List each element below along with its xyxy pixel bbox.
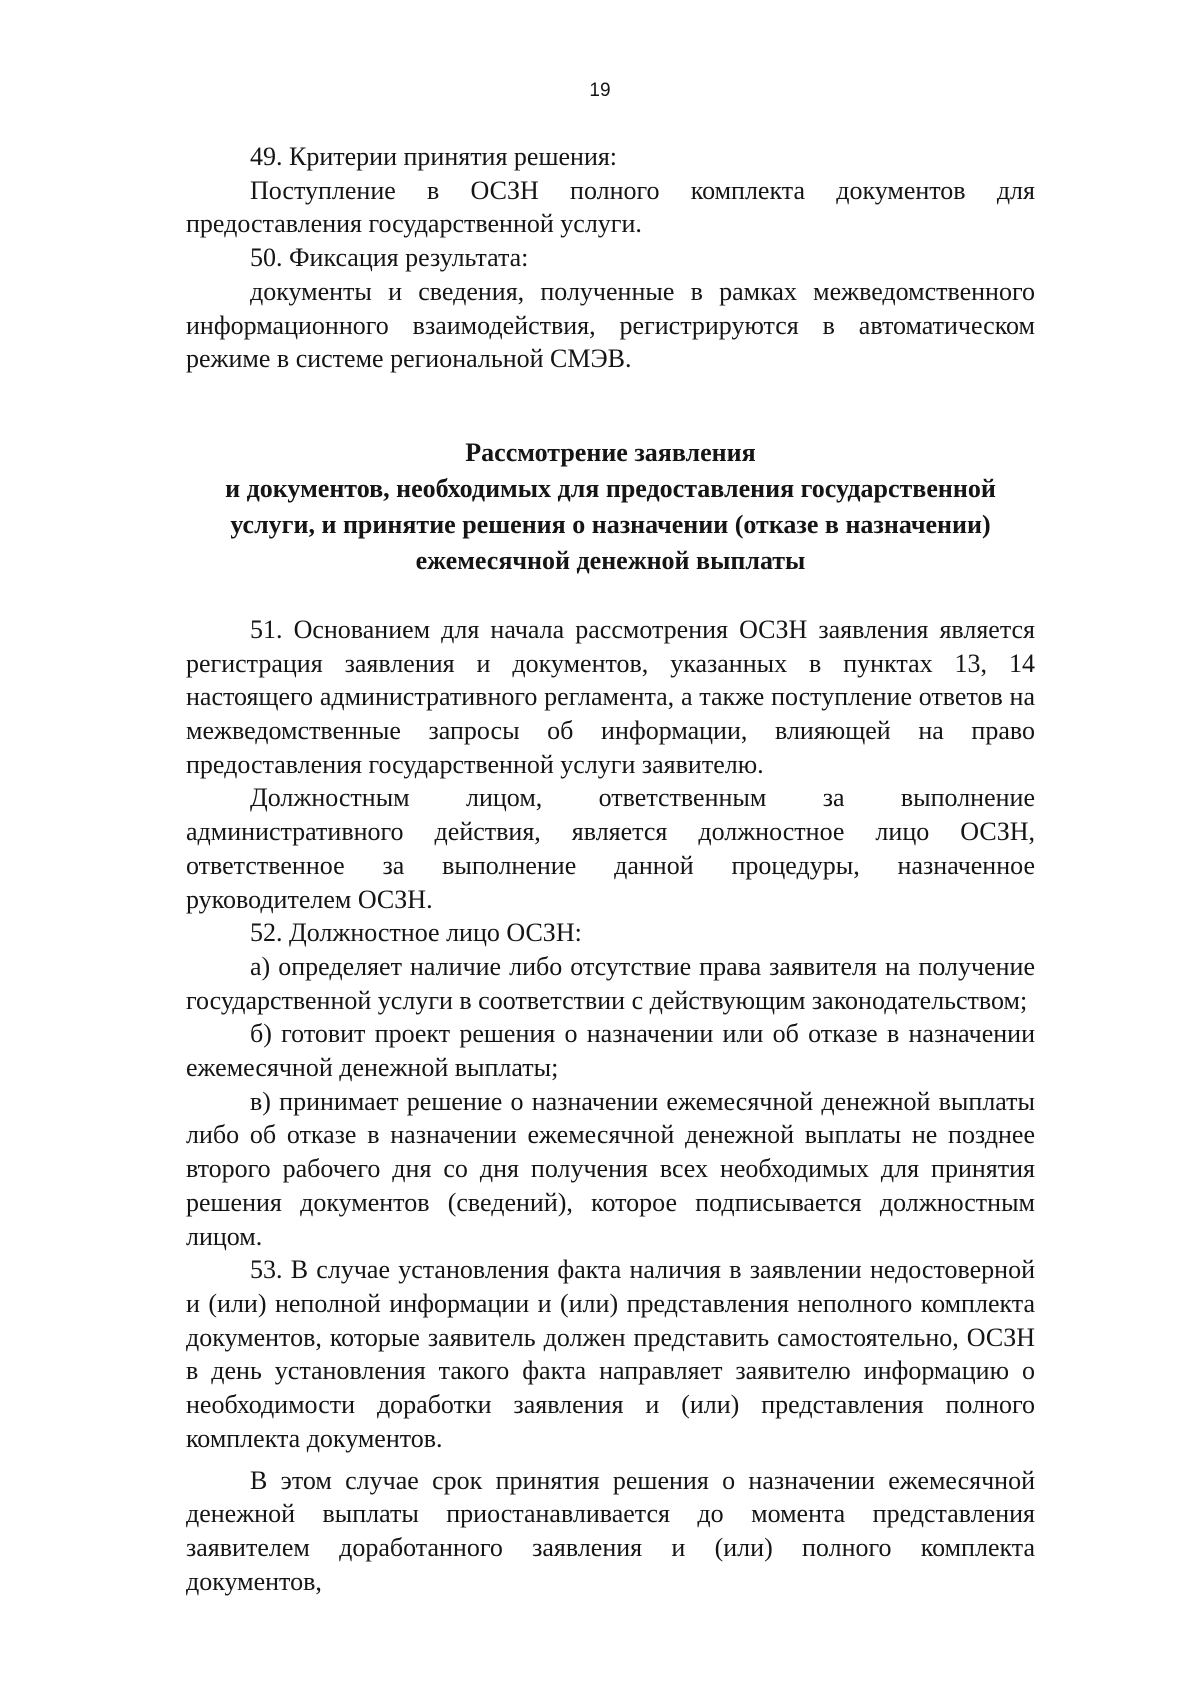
section-heading	[186, 376, 1035, 613]
section-heading-line: и документов, необходимых для предоставления государственной	[225, 473, 996, 503]
paragraph-52-a: а) определяет наличие либо отсутствие права заявителя на получение государственной услуги в соответствии с действующим законодательством;	[186, 951, 1035, 1015]
paragraph-50-text: документы и сведения, полученные в рамках межведомственного информационного взаимодействия, регистрируются в автоматическом режиме в системе региональной СМЭВ.	[186, 276, 1035, 374]
paragraph-49-text: Поступление в ОСЗН полного комплекта документов для предоставления государственной услуги.	[186, 175, 1035, 239]
paragraph-49: 49. Критерии принятия решения:	[250, 142, 618, 171]
paragraph-53-case: В этом случае срок принятия решения о назначении ежемесячной денежной выплаты приостанавливается до момента представления заявителем доработанного заявления и (или) полного комплекта документов,	[186, 1465, 1035, 1596]
paragraph-51: 51. Основанием для начала рассмотрения ОСЗН заявления является регистрация заявления и документов, указанных в пунктах 13, 14 настоящего административного регламента, а также поступление ответов на межведомственные запросы об информации, влияющей на право предоставления государственной услуги заявителю.	[186, 614, 1035, 779]
paragraph-52-c: в) принимает решение о назначении ежемесячной денежной выплаты либо об отказе в назначении ежемесячной денежной выплаты не позднее второго рабочего дня со дня получения всех необходимых для принятия решения документов (сведений), которое подписывается должностным лицом.	[186, 1086, 1035, 1251]
paragraph-52: 52. Должностное лицо ОСЗН:	[250, 918, 582, 948]
section-heading-line: Рассмотрение заявления	[465, 437, 756, 467]
paragraph-53: 53. В случае установления факта наличия в заявлении недостоверной и (или) неполной информации и (или) представления неполного комплекта документов, которые заявитель должен представить самостоятельно, ОСЗН в день установления такого факта направляет заявителю информацию о необходимости доработки заявления и (или) представления полного комплекта документов.	[186, 1255, 1035, 1453]
paragraph-51-official: Должностным лицом, ответственным за выполнение административного действия, является должностное лицо ОСЗН, ответственное за выполнение данной процедуры, назначенное руководителем ОСЗН.	[186, 783, 1035, 914]
section-heading-line: ежемесячной денежной выплаты	[415, 545, 806, 575]
paragraph-50: 50. Фиксация результата:	[250, 243, 529, 273]
page-number: 19	[589, 80, 611, 101]
paragraph-52-b: б) готовит проект решения о назначении или об отказе в назначении ежемесячной денежной выплаты;	[186, 1019, 1035, 1083]
section-heading-line: услуги, и принятие решения о назначении (отказе в назначении)	[230, 509, 991, 539]
document-body	[186, 140, 1035, 1598]
